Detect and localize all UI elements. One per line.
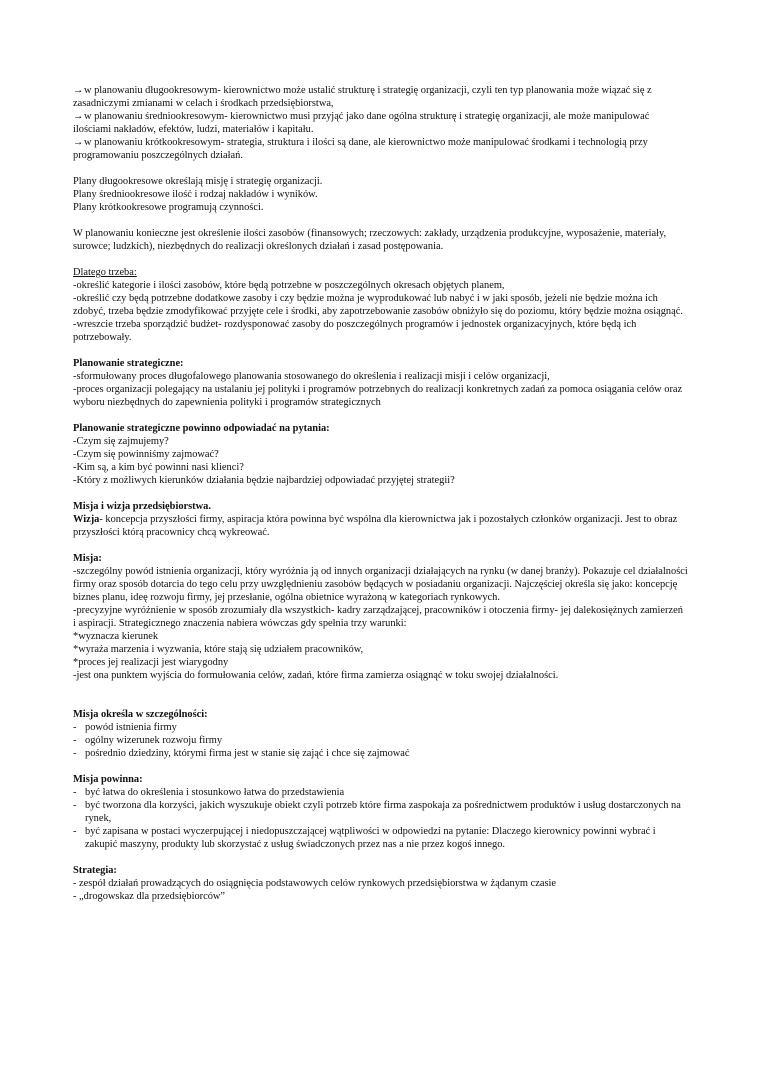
strategic-item-1: -sformułowany proces długofalowego planowania stosowanego do określenia i realizacji misji i celów organizacji, [73,371,550,382]
strategy-item-1: - zespół działań prowadzących do osiągnięcia podstawowych celów rynkowych przedsiębiorstwa w żądanym czasie [73,878,556,889]
question-3: -Kim są, a kim być powinni nasi klienci? [73,462,244,473]
strategic-heading: Planowanie strategiczne: [73,358,184,369]
strategy-heading: Strategia: [73,865,117,876]
plan-medium: Plany średniookresowe ilość i rodzaj nakładów i wyników. [73,189,318,200]
mission-heading: Misja: [73,553,102,564]
question-2: -Czym się powinniśmy zajmować? [73,449,219,460]
mission-line-2: -precyzyjne wyróżnienie w sposób zrozumiały dla wszystkich- kadry zarządzającej, pracowników i otoczenia firmy- jej dalekosiężnych zamierzeń i aspiracji. Strategicznego znaczenia nabiera wówczas gdy spełnia trzy warunki: [73,605,683,629]
question-4: -Który z możliwych kierunków działania będzie najbardziej odpowiadać przyjętej strategii? [73,475,455,486]
arrow-icon: → [73,137,84,148]
therefore-item-2: -określić czy będą potrzebne dodatkowe zasoby i czy będzie można je wyprodukować lub nabyć i w jaki sposób, jeżeli nie będzie można ich zdobyć, trzeba będzie zmodyfikować przyjęte cele i środki, aby zapotrzebowanie zasobów obniżyło się do poziomu, który będzie można osiągnąć. [73,293,683,317]
mission-line-5: *proces jej realizacji jest wiarygodny [73,657,229,668]
strategy-item-2: - „drogowskaz dla przedsiębiorców” [73,891,226,902]
document-page [73,84,688,903]
therefore-heading: Dlatego trzeba: [73,267,137,278]
strategic-item-2: -proces organizacji polegający na ustalaniu jej polityki i programów potrzebnych do realizacji konkretnych zadań za pomoca osiągania celów oraz wyboru niezbędnych do zapewnienia polityki i programów strategicznych [73,384,683,408]
therefore-item-3: -wreszcie trzeba sporządzić budżet- rozdysponować zasoby do poszczególnych programów i jednostek organizacyjnych, które będą ich potrzebowały. [73,319,637,343]
list-item: - powód istnienia firmy [73,722,177,733]
intro-item-3: →w planowaniu krótkookresowym- strategia, struktura i ilości są dane, ale kierownictwo może manipulować środkami i technologią przy programowaniu poszczególnych działań. [73,137,648,161]
vision-term: Wizja [73,514,100,525]
mission-line-3: *wyznacza kierunek [73,631,159,642]
questions-heading: Planowanie strategiczne powinno odpowiadać na pytania: [73,423,330,434]
intro-item-1: →w planowaniu długookresowym- kierownictwo może ustalić strukturę i strategię organizacji, czyli ten typ planowania może wiązać się z zasadniczymi zmianami w celach i środkach przedsiębiorstwa, [73,85,652,109]
plan-long: Plany długookresowe określają misję i strategię organizacji. [73,176,323,187]
intro-item-2: →w planowaniu średniookresowym- kierownictwo musi przyjąć jako dane ogólna strukturę i strategię organizacji, ale może manipulować ilościami nakładów, efektów, ludzi, materiałów i kapitału. [73,111,650,135]
mission-line-4: *wyraża marzenia i wyzwania, które stają się udziałem pracowników, [73,644,364,655]
vision-heading: Misja i wizja przedsiębiorstwa. [73,501,211,512]
question-1: -Czym się zajmujemy? [73,436,169,447]
vision-definition: Wizja- koncepcja przyszłości firmy, aspiracja która powinna być wspólna dla kierownictwa jak i pozostałych członków organizacji. Jest to obraz przyszłości którą pracownicy chcą wykreować. [73,514,678,538]
list-item: - być łatwa do określenia i stosunkowo łatwa do przedstawienia [73,787,345,798]
list-item: - ogólny wizerunek rozwoju firmy [73,735,223,746]
arrow-icon: → [73,85,84,96]
mission-line-6: -jest ona punktem wyjścia do formułowania celów, zadań, które firma zamierza osiągnąć w toku swojej działalności. [73,670,559,681]
list-item: - być zapisana w postaci wyczerpującej i niedopuszczającej wątpliwości w odpowiedzi na pytanie: Dlaczego kierownicy powinni wybrać i zakupić maszyny, produkty lub skorzystać z usług świadczonych przez nas a nie przez kogoś innego. [73,826,656,850]
plan-short: Plany krótkookresowe programują czynności. [73,202,264,213]
resources-paragraph: W planowaniu konieczne jest określenie ilości zasobów (finansowych; rzeczowych: zakłady, urządzenia produkcyjne, wyposażenie, materiały, surowce; ludzkich), niezbędnych do realizacji określonych działań i zasad postępowania. [73,228,667,252]
therefore-item-1: -określić kategorie i ilości zasobów, które będą potrzebne w poszczególnych okresach objętych planem, [73,280,505,291]
mission-details-heading: Misja określa w szczególności: [73,709,208,720]
mission-line-1: -szczególny powód istnienia organizacji, który wyróżnia ją od innych organizacji działających na rynku (w danej branży). Pokazuje cel działalności firmy oraz sposób dotarcia do tego celu przy uwzględnieniu zasobów będących w posiadaniu organizacji. Najczęściej określa się jako: koncepcję biznes planu, ideę rozwoju firmy, jej przesłanie, ogólna obietnice wyrażoną w kategoriach rynkowych. [73,566,688,603]
mission-should-heading: Misja powinna: [73,774,143,785]
list-item: - pośrednio dziedziny, którymi firma jest w stanie się zająć i chce się zajmować [73,748,410,759]
list-item: - być tworzona dla korzyści, jakich wyszukuje obiekt czyli potrzeb które firma zaspokaja za pośrednictwem produktów i usług dostarczonych na rynek, [73,800,681,824]
arrow-icon: → [73,111,84,122]
